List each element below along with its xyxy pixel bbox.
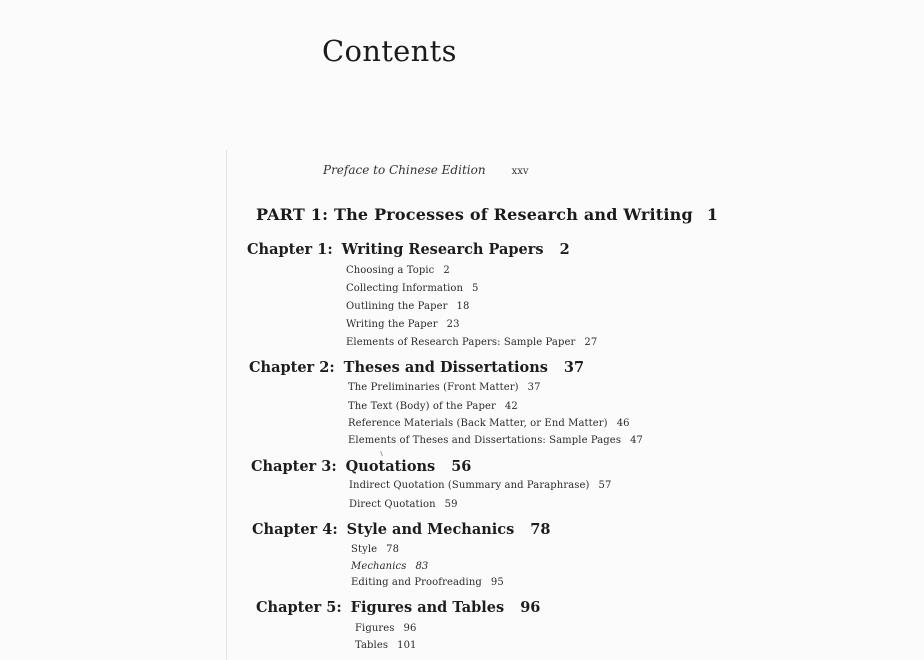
toc-chapter-4 (252, 521, 550, 538)
toc-section (348, 401, 518, 412)
section-label: Writing the Paper (346, 319, 438, 330)
toc-chapter-1 (247, 241, 570, 258)
toc-section (351, 577, 504, 588)
chapter-title: Theses and Dissertations (343, 359, 548, 376)
toc-section (346, 265, 450, 276)
toc-section (346, 319, 460, 330)
page-edge-line (226, 150, 227, 660)
section-page: 18 (456, 301, 470, 312)
section-label: Tables (355, 640, 389, 651)
section-page: 5 (472, 283, 479, 294)
section-page: 57 (598, 480, 612, 491)
section-page: 37 (527, 382, 541, 393)
chapter-title: Figures and Tables (350, 599, 505, 616)
section-label: Collecting Information (346, 283, 464, 294)
toc-section (346, 283, 479, 294)
chapter-prefix: Chapter 5: (256, 599, 342, 616)
section-page: 59 (444, 499, 458, 510)
chapter-title: Writing Research Papers (341, 241, 544, 258)
section-page: 23 (446, 319, 460, 330)
section-page: 101 (397, 640, 417, 651)
toc-part-label: PART 1: The Processes of Research and Writing (256, 205, 693, 224)
toc-preface-page: xxv (511, 166, 529, 177)
chapter-title: Style and Mechanics (346, 521, 515, 538)
section-label: Mechanics (351, 561, 407, 572)
toc-chapter-3 (251, 458, 471, 475)
section-page: 2 (443, 265, 450, 276)
toc-chapter-5 (256, 599, 540, 616)
section-label: Reference Materials (Back Matter, or End Matter) (348, 418, 608, 429)
section-page: 27 (584, 337, 598, 348)
section-page: 46 (616, 418, 630, 429)
toc-section (348, 382, 541, 393)
section-label: Elements of Theses and Dissertations: Sample Pages (348, 435, 622, 446)
section-page: 47 (630, 435, 643, 446)
section-page: 83 (415, 561, 429, 572)
section-label: Elements of Research Papers: Sample Paper (346, 337, 576, 348)
chapter-page: 2 (559, 241, 570, 258)
section-label: Indirect Quotation (Summary and Paraphrase) (349, 480, 590, 491)
toc-preface-entry (323, 163, 529, 177)
section-label: Choosing a Topic (346, 265, 435, 276)
section-page: 96 (403, 623, 417, 634)
toc-section (351, 544, 399, 555)
section-label: Editing and Proofreading (351, 577, 482, 588)
pen-mark (380, 451, 387, 456)
chapter-page: 96 (520, 599, 541, 616)
toc-part-page: 1 (706, 205, 719, 224)
toc-section (351, 561, 428, 572)
page-title: Contents (322, 34, 457, 68)
section-page: 42 (504, 401, 518, 412)
chapter-title: Quotations (345, 458, 436, 475)
toc-section (349, 480, 611, 491)
section-page: 78 (386, 544, 400, 555)
section-label: Figures (355, 623, 395, 634)
toc-chapter-2 (249, 359, 584, 376)
toc-section (349, 499, 458, 510)
toc-section (348, 435, 643, 446)
toc-section (355, 640, 417, 651)
chapter-page: 37 (563, 359, 585, 376)
toc-preface-label: Preface to Chinese Edition (323, 163, 486, 177)
section-label: Style (351, 544, 378, 555)
toc-section (346, 301, 469, 312)
toc-part-heading (256, 205, 718, 224)
toc-section (355, 623, 416, 634)
section-page: 95 (490, 577, 504, 588)
chapter-prefix: Chapter 3: (251, 458, 337, 475)
chapter-prefix: Chapter 1: (247, 241, 333, 258)
chapter-prefix: Chapter 4: (252, 521, 338, 538)
chapter-prefix: Chapter 2: (249, 359, 335, 376)
section-label: The Text (Body) of the Paper (348, 401, 496, 412)
section-label: The Preliminaries (Front Matter) (348, 382, 519, 393)
chapter-page: 56 (451, 458, 472, 475)
chapter-page: 78 (530, 521, 551, 538)
section-label: Outlining the Paper (346, 301, 448, 312)
toc-section (348, 418, 630, 429)
section-label: Direct Quotation (349, 499, 436, 510)
toc-section (346, 337, 597, 348)
